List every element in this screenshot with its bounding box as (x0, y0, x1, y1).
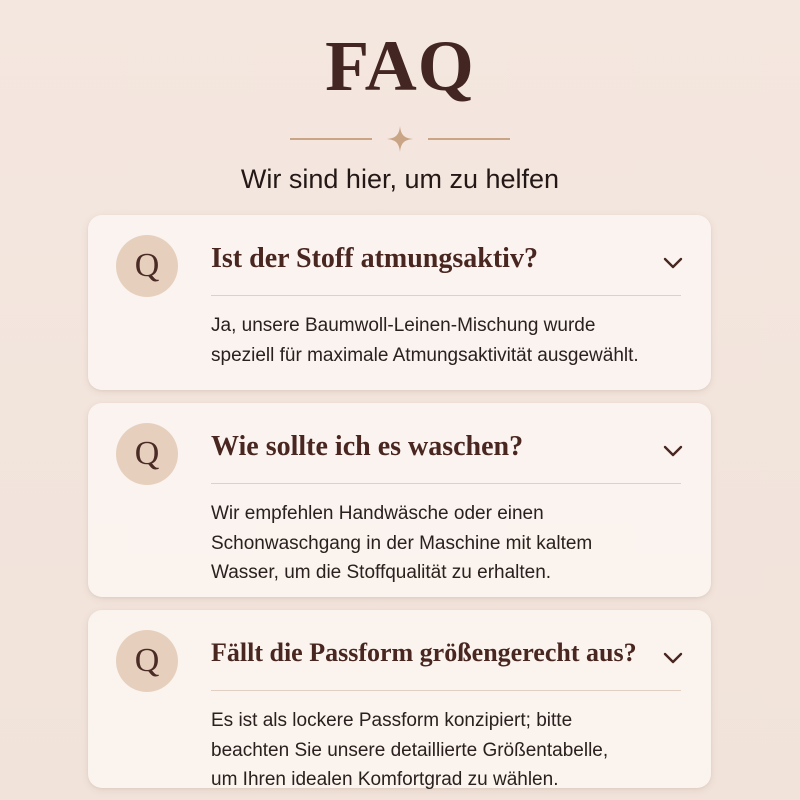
faq-question[interactable]: Ist der Stoff atmungsaktiv? (211, 243, 538, 274)
question-badge: Q (116, 235, 178, 297)
four-point-star-icon (387, 126, 413, 152)
faq-divider (211, 295, 681, 296)
faq-divider (211, 483, 681, 484)
chevron-down-icon[interactable] (661, 646, 685, 670)
divider-line-right (428, 138, 510, 140)
faq-answer: Es ist als lockere Passform konzipiert; bitte beachten Sie unsere detaillierte Größentabelle, um Ihren idealen Komfortgrad zu wählen. (211, 710, 609, 790)
faq-answer: Ja, unsere Baumwoll-Leinen-Mischung wurde speziell für maximale Atmungsaktivität ausgewählt. (211, 315, 639, 366)
chevron-down-icon[interactable] (661, 439, 685, 463)
divider-line-left (290, 138, 372, 140)
faq-question[interactable]: Wie sollte ich es waschen? (211, 431, 524, 462)
page-subtitle: Wir sind hier, um zu helfen (240, 164, 560, 194)
faq-answer: Wir empfehlen Handwäsche oder einen Schonwaschgang in der Maschine mit kaltem Wasser, um die Stoffqualität zu erhalten. (211, 503, 593, 583)
faq-divider (211, 690, 681, 691)
page-title: FAQ (325, 26, 475, 106)
chevron-down-icon[interactable] (661, 251, 685, 275)
faq-item[interactable] (88, 215, 711, 390)
question-badge: Q (116, 630, 178, 692)
faq-question[interactable]: Fällt die Passform größengerecht aus? (211, 638, 637, 667)
faq-item[interactable] (88, 610, 711, 788)
question-badge: Q (116, 423, 178, 485)
faq-item[interactable] (88, 403, 711, 597)
title-divider (290, 126, 510, 152)
